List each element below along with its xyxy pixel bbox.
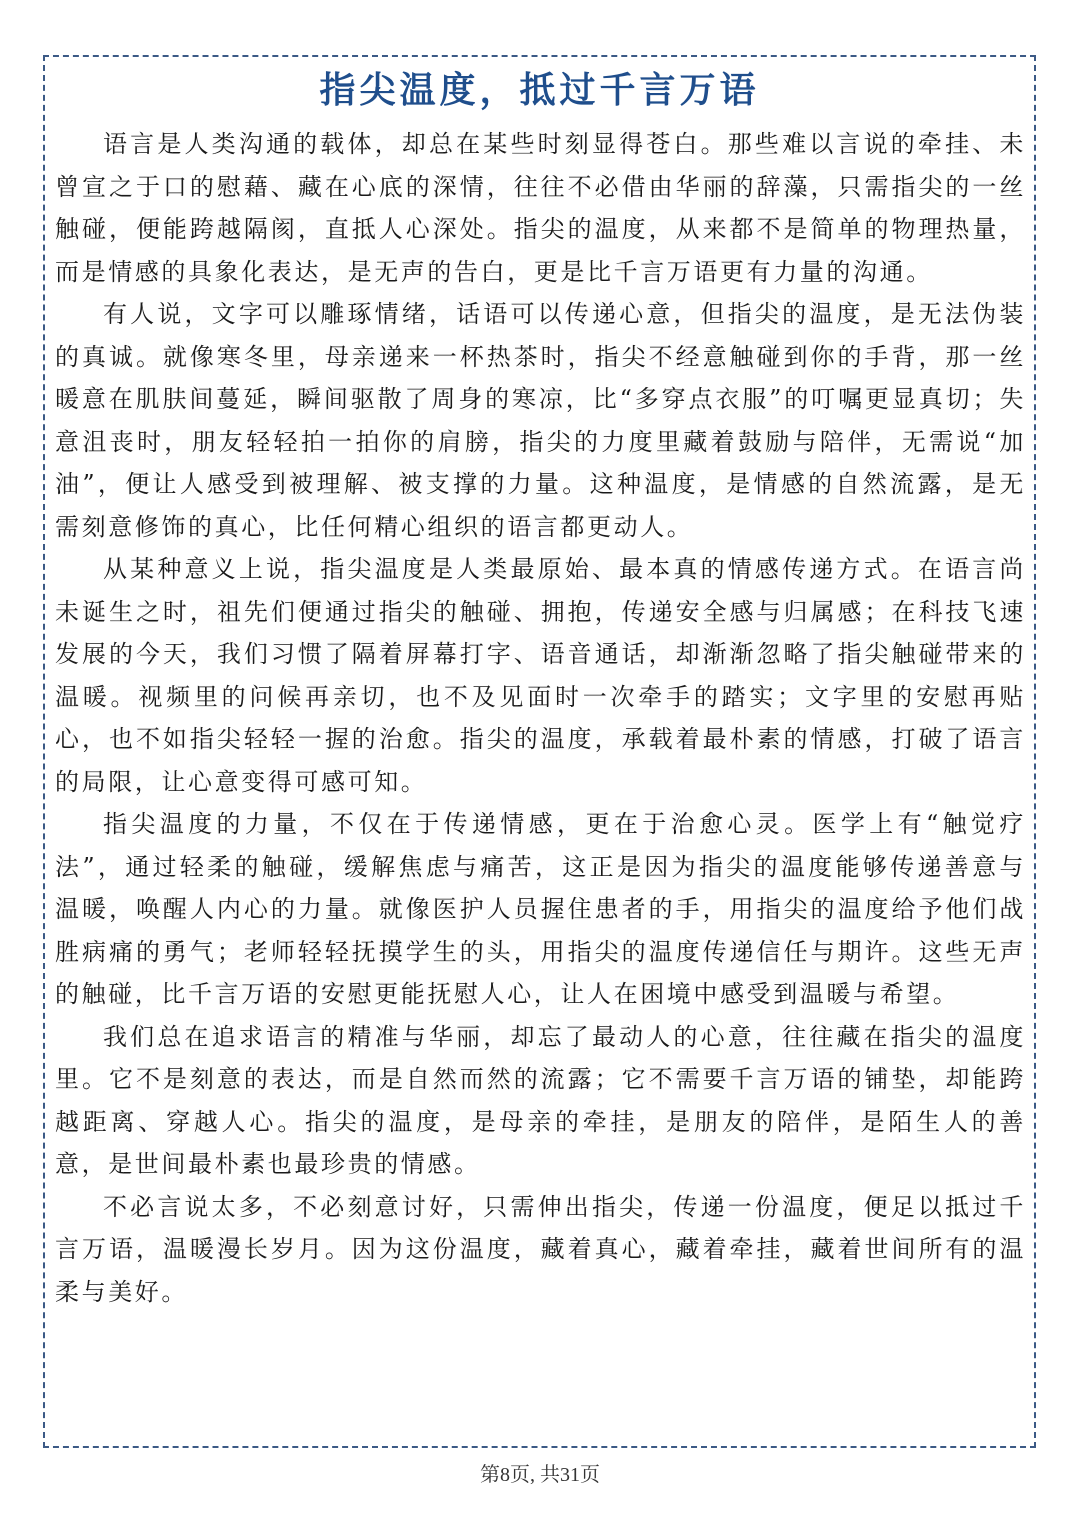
page-frame xyxy=(43,55,1036,1448)
page-number: 第8页, 共31页 xyxy=(480,1464,600,1486)
paragraph-2: 有人说，文字可以雕琢情绪，话语可以传递心意，但指尖的温度，是无法伪装的真诚。就像寒冬里，母亲递来一杯热茶时，指尖不经意触碰到你的手背，那一丝暖意在肌肤间蔓延，瞬间驱散了周身的寒凉，比“多穿点衣服”的叮嘱更显真切；失意沮丧时，朋友轻轻拍一拍你的肩膀，指尖的力度里藏着鼓励与陪伴，无需说“加油”，便让人感受到被理解、被支撑的力量。这种温度，是情感的自然流露，是无需刻意修饰的真心，比任何精心组织的语言都更动人。 xyxy=(55,300,1026,541)
paragraph-1: 语言是人类沟通的载体，却总在某些时刻显得苍白。那些难以言说的牵挂、未曾宣之于口的慰藉、藏在心底的深情，往往不必借由华丽的辞藻，只需指尖的一丝触碰，便能跨越隔阂，直抵人心深处。指尖的温度，从来都不是简单的物理热量，而是情感的具象化表达，是无声的告白，更是比千言万语更有力量的沟通。 xyxy=(55,130,1026,286)
paragraph-6: 不必言说太多，不必刻意讨好，只需伸出指尖，传递一份温度，便足以抵过千言万语，温暖漫长岁月。因为这份温度，藏着真心，藏着牵挂，藏着世间所有的温柔与美好。 xyxy=(55,1192,1026,1306)
document-title: 指尖温度，抵过千言万语 xyxy=(319,69,760,111)
paragraph-4: 指尖温度的力量，不仅在于传递情感，更在于治愈心灵。医学上有“触觉疗法”，通过轻柔的触碰，缓解焦虑与痛苦，这正是因为指尖的温度能够传递善意与温暖，唤醒人内心的力量。就像医护人员握住患者的手，用指尖的温度给予他们战胜病痛的勇气；老师轻轻抚摸学生的头，用指尖的温度传递信任与期许。这些无声的触碰，比千言万语的安慰更能抚慰人心，让人在困境中感受到温暖与希望。 xyxy=(55,810,1026,1008)
paragraph-5: 我们总在追求语言的精准与华丽，却忘了最动人的心意，往往藏在指尖的温度里。它不是刻意的表达，而是自然而然的流露；它不需要千言万语的铺垫，却能跨越距离、穿越人心。指尖的温度，是母亲的牵挂，是朋友的陪伴，是陌生人的善意，是世间最朴素也最珍贵的情感。 xyxy=(55,1022,1026,1178)
document-body xyxy=(55,123,1026,1313)
paragraph-3: 从某种意义上说，指尖温度是人类最原始、最本真的情感传递方式。在语言尚未诞生之时，祖先们便通过指尖的触碰、拥抱，传递安全感与归属感；在科技飞速发展的今天，我们习惯了隔着屏幕打字、语音通话，却渐渐忽略了指尖触碰带来的温暖。视频里的问候再亲切，也不及见面时一次牵手的踏实；文字里的安慰再贴心，也不如指尖轻轻一握的治愈。指尖的温度，承载着最朴素的情感，打破了语言的局限，让心意变得可感可知。 xyxy=(55,555,1026,796)
